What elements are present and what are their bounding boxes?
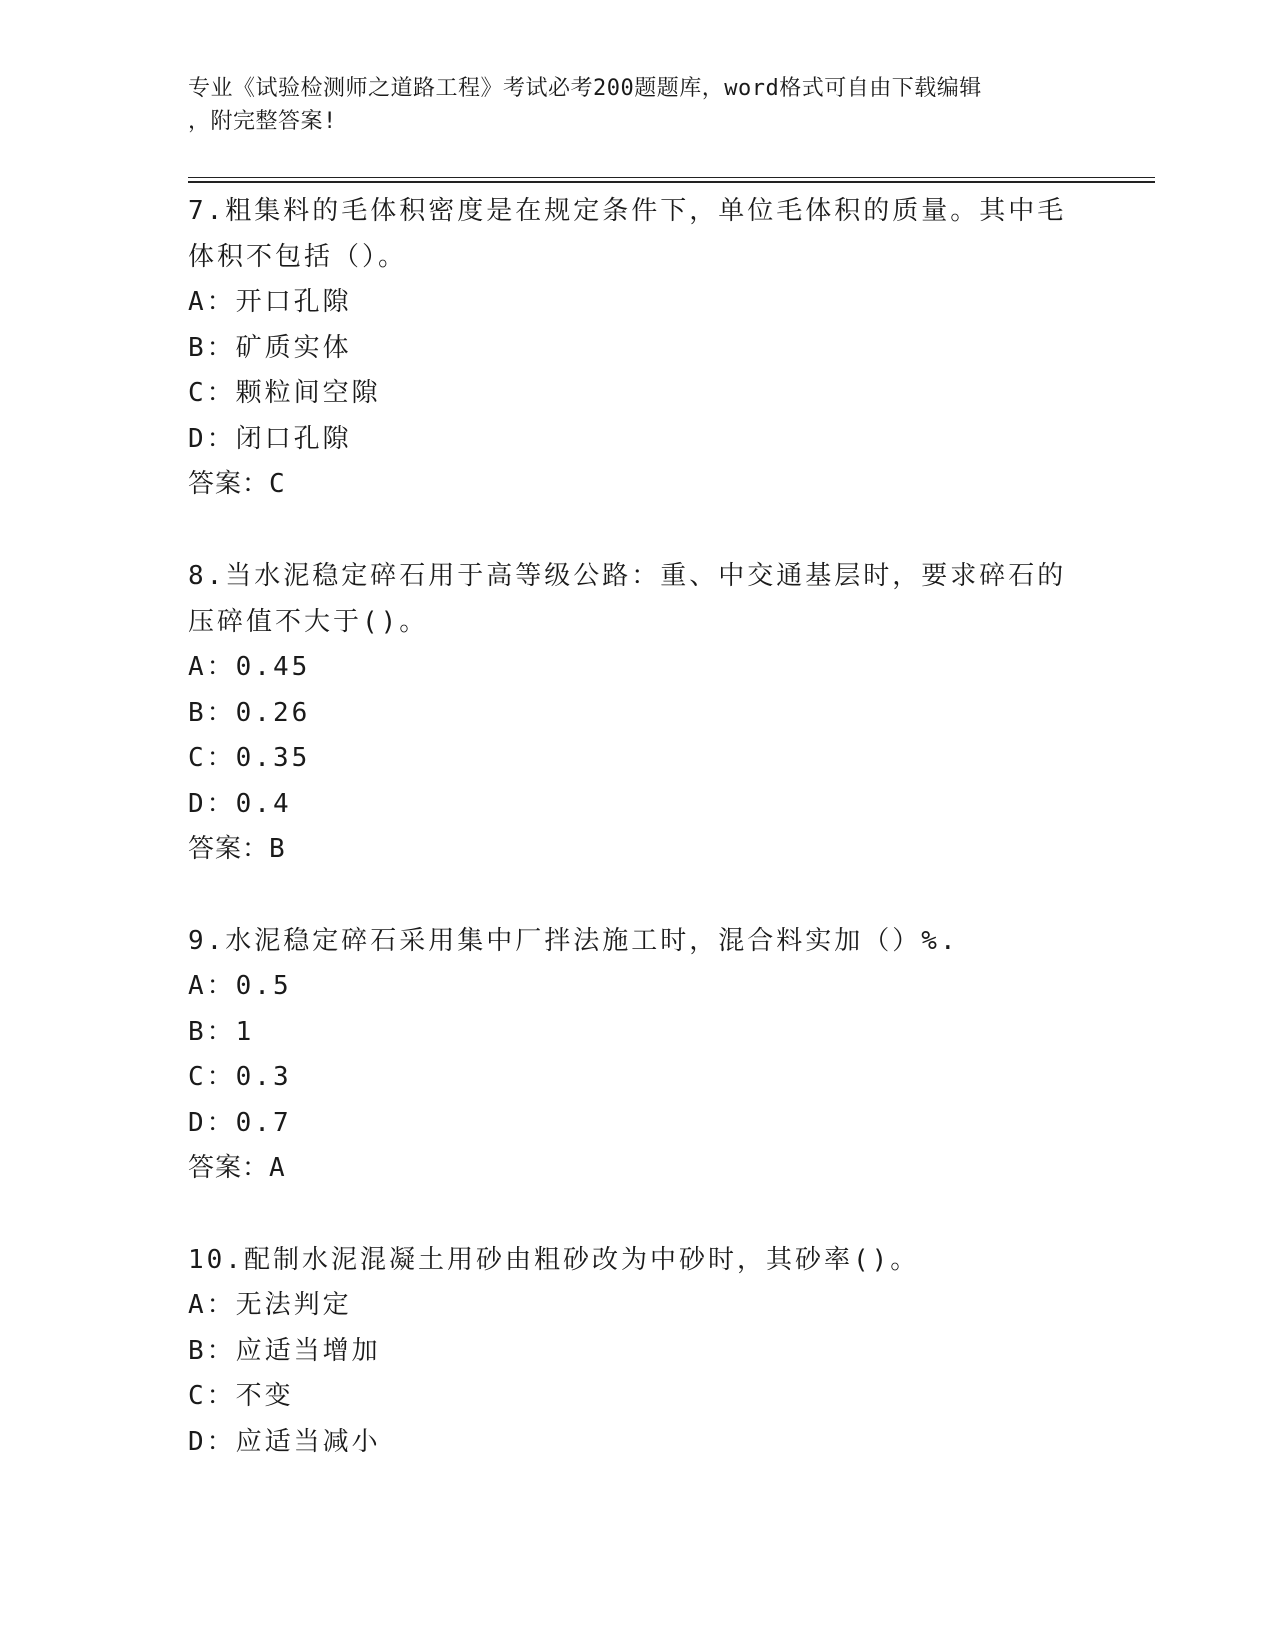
option-label: B： xyxy=(188,1016,236,1047)
option-text: 0.45 xyxy=(235,652,311,682)
option-b xyxy=(188,1329,1068,1375)
option-c xyxy=(188,1374,1068,1420)
option-text: 闭口孔隙 xyxy=(235,423,352,454)
option-c xyxy=(188,736,1068,782)
option-d xyxy=(188,1420,1068,1466)
answer: 答案：C xyxy=(188,469,286,499)
option-d xyxy=(188,1101,1068,1147)
option-text: 颗粒间空隙 xyxy=(235,378,381,408)
option-b xyxy=(188,326,1068,372)
option-d xyxy=(188,417,1068,463)
option-label: A： xyxy=(188,971,236,1001)
option-text: 0.5 xyxy=(235,971,292,1001)
option-text: 0.4 xyxy=(235,788,292,819)
option-label: D： xyxy=(188,423,236,454)
option-text: 无法判定 xyxy=(235,1290,352,1320)
option-text: 0.26 xyxy=(235,697,311,728)
header-divider-thick xyxy=(188,181,1155,183)
answer: 答案：B xyxy=(188,834,286,864)
option-text: 应适当增加 xyxy=(235,1335,381,1366)
option-label: B： xyxy=(188,1335,236,1366)
question-10 xyxy=(188,1237,1068,1465)
option-label: C： xyxy=(188,743,236,773)
header-divider-thin xyxy=(188,177,1155,178)
option-label: D： xyxy=(188,788,236,819)
option-text: 应适当减小 xyxy=(235,1426,381,1457)
option-a xyxy=(188,280,1068,326)
question-7 xyxy=(188,188,1068,507)
option-text: 开口孔隙 xyxy=(235,287,352,317)
option-c xyxy=(188,371,1068,417)
question-9 xyxy=(188,918,1068,1191)
option-label: A： xyxy=(188,1290,236,1320)
option-label: C： xyxy=(188,1062,236,1092)
option-label: C： xyxy=(188,378,236,408)
option-text: 矿质实体 xyxy=(235,332,352,363)
option-c xyxy=(188,1055,1068,1101)
option-text: 0.7 xyxy=(235,1107,292,1138)
option-a xyxy=(188,1283,1068,1329)
document-header xyxy=(188,72,1068,138)
question-text: 9.水泥稳定碎石采用集中厂拌法施工时，混合料实加（）%. xyxy=(188,926,959,956)
question-8 xyxy=(188,553,1068,872)
option-label: D： xyxy=(188,1426,236,1457)
option-label: B： xyxy=(188,332,236,363)
question-text: 10.配制水泥混凝土用砂由粗砂改为中砂时，其砂率()。 xyxy=(188,1245,920,1275)
option-label: A： xyxy=(188,287,236,317)
option-text: 不变 xyxy=(235,1381,294,1411)
option-a xyxy=(188,964,1068,1010)
option-text: 0.35 xyxy=(235,743,311,773)
header-title-line1: 专业《试验检测师之道路工程》考试必考200题题库，word格式可自由下载编辑 xyxy=(188,76,982,101)
option-d xyxy=(188,782,1068,828)
option-text: 0.3 xyxy=(235,1062,292,1092)
option-text: 1 xyxy=(235,1016,255,1047)
option-b xyxy=(188,691,1068,737)
question-text: 8.当水泥稳定碎石用于高等级公路：重、中交通基层时，要求碎石的压碎值不大于()。 xyxy=(188,561,1067,637)
option-label: D： xyxy=(188,1107,236,1138)
option-label: B： xyxy=(188,697,236,728)
question-list xyxy=(188,188,1068,1511)
question-text: 7.粗集料的毛体积密度是在规定条件下，单位毛体积的质量。其中毛体积不包括（）。 xyxy=(188,196,1067,272)
option-label: C： xyxy=(188,1381,236,1411)
option-a xyxy=(188,645,1068,691)
option-b xyxy=(188,1010,1068,1056)
option-label: A： xyxy=(188,652,236,682)
answer: 答案：A xyxy=(188,1153,286,1183)
header-title-line2: ，附完整答案! xyxy=(188,109,337,134)
